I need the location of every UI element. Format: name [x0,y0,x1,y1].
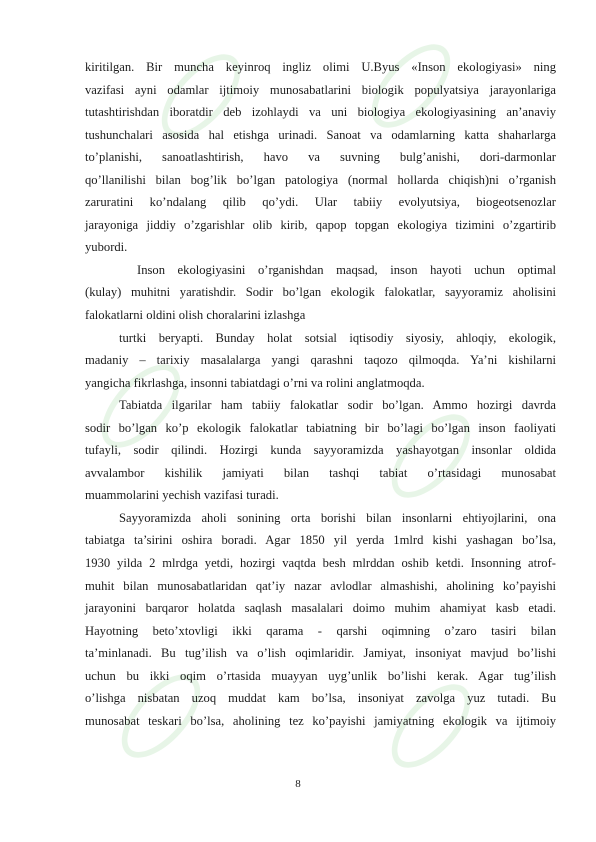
text-line: Tabiatda ilgarilar ham tabiiy falokatlar sodir bo’lgan. Ammo hozirgi davrda [119,398,556,413]
paragraph-end [85,484,556,507]
text-line: to’planishi, sanoatlashtirish, havo va suvning bulg’anishi, dori-darmonlar [85,150,556,165]
text-line: zaruratini ko’ndalang qilib qo’ydi. Ular tabiiy evolyutsiya, biogeotsenozlar [85,195,556,210]
document-body [85,56,556,732]
paragraph [85,394,556,484]
text-line: qo’llanilishi bilan bog’lik bo’lgan patologiya (normal hollarda chiqish)ni o’rganish [85,172,556,187]
text-line: uchun bu ikki oqim o’rtasida muayyan uyg’unlik bo’lishi kerak. Agar tug’ilish [85,668,556,683]
text-line: turtki beryapti. Bunday holat sotsial iqtisodiy siyosiy, ahloqiy, ekologik, [119,330,556,345]
text-line: Inson ekologiyasini o’rganishdan maqsad, inson hayoti uchun optimal [137,262,556,277]
text-line: jarayoniga jiddiy o’zgarishlar olib kirib, qapop topgan ekologiya tizimini o’zgartirib [85,217,556,232]
text-line: munosabat teskari bo’lsa, aholining tez ko’payishi jamiyatning ekologik va ijtimoiy [85,713,556,728]
paragraph-end [85,304,556,327]
text-line: tabiatga ta’sirini oshira boradi. Agar 1850 yil yerda 1mlrd kishi yashagan bo’lsa, [85,533,556,548]
page-number: 8 [295,778,301,790]
text-line: (kulay) muhitni yaratishdir. Sodir bo’lgan ekologik falokatlar, sayyoramiz aholisini [85,285,556,300]
text-line: ta’minlanadi. Bu tug’ilish va o’lish oqimlaridir. Jamiyat, insoniyat mavjud bo’lishi [85,646,556,661]
text-line: tutashtirishdan iboratdir deb izohlaydi va uni biologiya ekologiyasining an’anaviy [85,105,556,120]
text-line: 1930 yilda 2 mlrdga yetdi, hozirgi vaqtda besh mlrddan oshib ketdi. Insonning atrof- [85,556,556,571]
paragraph [85,507,556,732]
paragraph [85,327,556,372]
text-line: tushunchalari asosida hal etishga urinadi. Sanoat va odamlarning katta shaharlarga [85,127,556,142]
text-line: falokatlarni oldini olish choralarini izlashga [85,308,306,323]
paragraph [85,56,556,236]
text-line: kiritilgan. Bir muncha keyinroq ingliz olimi U.Byus «Inson ekologiyasi» ning [85,60,556,74]
text-line: Sayyoramizda aholi sonining orta borishi bilan insonlarni ehtiyojlarini, ona [119,510,556,525]
text-line: sodir bo’lgan ko’p ekologik falokatlar tabiatning bir bo’lagi bo’lgan inson faoliyati [85,420,556,435]
text-line: muhit bilan munosabatlaridan qat’iy nazar avlodlar almashishi, aholining ko’payishi [85,578,556,593]
text-line: o’lishga nisbatan uzoq muddat kam bo’lsa, insoniyat zavolga yuz tutadi. Bu [85,691,556,706]
paragraph-end [85,372,556,395]
text-line: avvalambor kishilik jamiyati bilan tashqi tabiat o’rtasidagi munosabat [85,465,556,480]
text-line: yubordi. [85,240,128,255]
text-line: yangicha fikrlashga, insonni tabiatdagi o’rni va rolini anglatmoqda. [85,375,425,390]
text-line: muammolarini yechish vazifasi turadi. [85,488,279,503]
text-line: tufayli, sodir qilindi. Hozirgi kunda sayyoramizda yashayotgan insonlar oldida [85,443,556,458]
text-line: vazifasi ayni odamlar ijtimoiy munosabatlarini biologik populyatsiya jarayonlariga [85,82,556,97]
text-line: madaniy – tarixiy masalalarga yangi qarashni taqozo qilmoqda. Ya’ni kishilarni [85,353,556,368]
text-line: Hayotning beto’xtovligi ikki qarama - qarshi oqimning o’zaro tasiri bilan [85,623,556,638]
paragraph [85,259,556,304]
text-line: jarayonini barqaror holatda saqlash masalalari doimo muhim ahamiyat kasb etadi. [85,601,556,616]
paragraph-end [85,236,556,259]
